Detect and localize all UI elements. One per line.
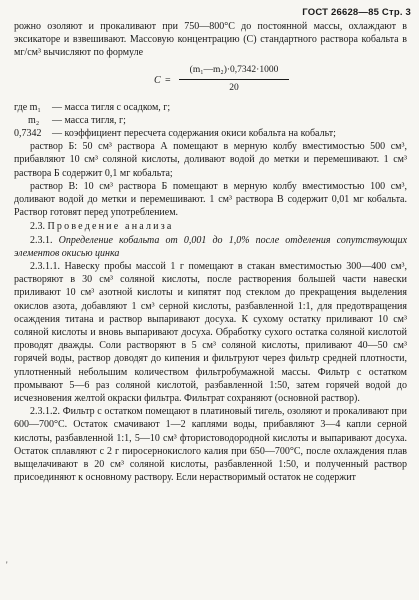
paragraph-solution-b: раствор Б: 50 см³ раствора А помещают в мерную колбу вместимостью 500 см³, прибавляют 10 см³ соляной кислоты, доливают водой до метки и перемешивают. 1 см³ раствора Б содержит 0,1 мг кобальта; — [14, 141, 407, 179]
definition-symbol: m₂ — [28, 114, 40, 126]
definition-row — [14, 101, 407, 114]
section-number: 2.3. — [30, 221, 45, 233]
subsection-heading — [14, 234, 407, 260]
concentration-formula — [14, 64, 407, 98]
section-heading — [14, 220, 407, 233]
margin-mark: ' — [6, 560, 8, 570]
formula-fraction-bar — [179, 79, 289, 80]
paragraph-2-3-1-1: 2.3.1.1. Навеску пробы массой 1 г помещают в стакан вместимостью 300—400 см³, растворяют в 30 см³ соляной кислоты, после растворения большей части навески приливают 10 см³ азотной кислоты и кипятят под стеклом до прекращения выделения окислов азота, добавляют 1 см³ серной кислоты, разбавленной 1:1, для предотвращения осаждения титана и раствор выпаривают досуха. К сухому остатку приливают 10 см³ соляной кислоты и вновь выпаривают досуха. Обработку сухого остатка соляной кислотой проводят дважды. Соли растворяют в 5 см³ соляной кислоты, приливают 40—50 см³ горячей воды, раствор доводят до кипения и фильтруют через фильтр средней плотности, уплотненный небольшим количеством фильтробумажной массы. Фильтр с остатком промывают 5—6 раз соляной кислотой, разбавленной 1:50, затем горячей водой до исчезновения желтой окраски фильтра. Фильтрат сохраняют (основной раствор). — [14, 261, 407, 405]
definition-row — [14, 114, 407, 127]
page-body — [14, 20, 407, 485]
definition-symbol: 0,7342 — [14, 128, 42, 140]
paragraph-solution-v: раствор В: 10 см³ раствора Б помещают в мерную колбу вместимостью 100 см³, доливают водой до метки и перемешивают. 1 см³ раствора В содержит 0,01 мг кобальта. Раствор готовят перед употреблением. — [14, 180, 407, 219]
variable-definitions — [14, 101, 407, 141]
subsection-number: 2.3.1. — [30, 234, 53, 246]
paragraph-2-3-1-2: 2.3.1.2. Фильтр с остатком помещают в платиновый тигель, озоляют и прокаливают при 600—700°С. Остаток смачивают 1—2 каплями воды, прибавляют 3—4 капли серной кислоты, разбавленной 1:1, 5—10 см³ фтористоводородной кислоты и выпаривают досуха. Остаток сплавляют с 2 г пиросернокислого калия при 650—700°С, после охлаждения плав выщелачивают в 20 см³ соляной кислоты, разбавленной 1:50, и полученный раствор присоединяют к основному раствору. Если нерастворимый остаток не содержит — [14, 406, 407, 484]
subsection-title: Определение кобальта от 0,001 до 1,0% после отделения сопутствующих элементов окисью цинка — [14, 234, 408, 259]
definition-row — [14, 127, 407, 140]
paragraph-intro: рожно озоляют и прокаливают при 750—800°С до постоянной массы, охлаждают в эксикаторе и взвешивают. Массовую концентрацию (C) стандартного раствора кобальта в мг/см³ вычисляют по формуле — [14, 21, 407, 59]
definition-text: — коэффициент пересчета содержания окиси кобальта на кобальт; — [52, 128, 336, 140]
formula-denominator: 20 — [229, 82, 239, 93]
definition-symbol: где m₁ — [14, 101, 41, 113]
formula-lhs: C — [154, 74, 161, 86]
page-header: ГОСТ 26628—85 Стр. 3 — [302, 7, 411, 18]
section-title: Проведение анализа — [47, 221, 174, 233]
formula-numerator: (m₁—m₂)·0,7342·1000 — [189, 64, 279, 75]
definition-text: — масса тигля с осадком, г; — [52, 101, 171, 113]
formula-equals: = — [165, 74, 171, 86]
definition-text: — масса тигля, г; — [52, 114, 126, 126]
